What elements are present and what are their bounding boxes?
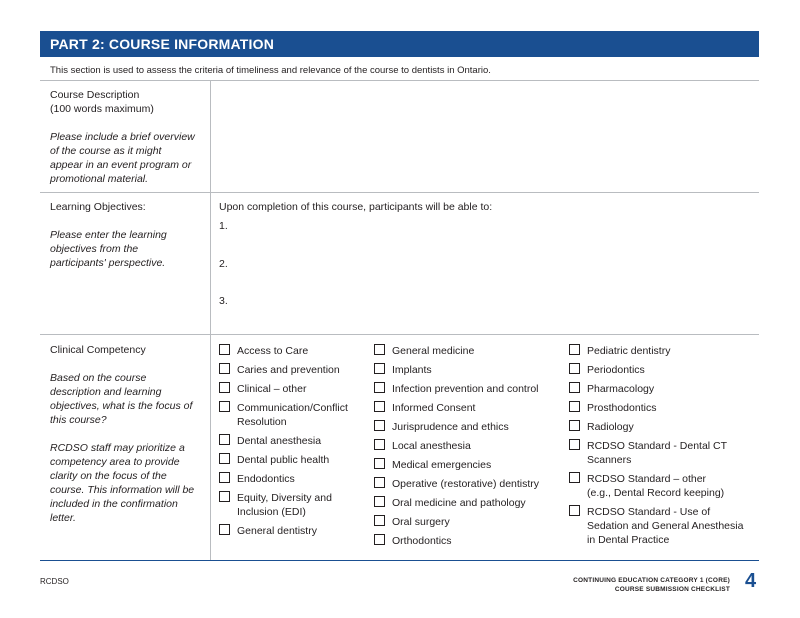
competency-option-label xyxy=(237,472,295,486)
page-number: 4 xyxy=(745,570,757,592)
clinical-competency-label-cell xyxy=(50,343,202,525)
competency-checkbox-column-2 xyxy=(374,344,564,553)
learning-objectives-label: Learning Objectives: xyxy=(50,201,146,213)
competency-option[interactable] xyxy=(374,439,564,453)
learning-objectives-lead: Upon completion of this course, participants will be able to: xyxy=(219,201,493,213)
clinical-competency-note: included in the confirmation xyxy=(50,498,178,510)
competency-option[interactable] xyxy=(219,434,369,448)
competency-option-label-line: Radiology xyxy=(587,421,634,433)
objective-field-1[interactable] xyxy=(232,216,752,236)
competency-option-label-line: General dentistry xyxy=(237,525,317,537)
competency-option-label-line: Dental public health xyxy=(237,454,330,466)
competency-option[interactable] xyxy=(219,453,369,467)
competency-option[interactable] xyxy=(219,363,369,377)
section-intro: This section is used to assess the criteria of timeliness and relevance of the course to dentists in Ontario. xyxy=(50,65,491,76)
learning-objectives-hint: objectives from the xyxy=(50,243,139,255)
competency-option-label-line: in Dental Practice xyxy=(587,534,670,546)
clinical-competency-hint: objectives, what is the focus of xyxy=(50,400,193,412)
competency-option[interactable] xyxy=(374,344,564,358)
course-description-hint: promotional material. xyxy=(50,173,149,185)
checkbox[interactable] xyxy=(569,344,580,355)
competency-option-label-line: Periodontics xyxy=(587,364,645,376)
competency-option-label-line: Sedation and General Anesthesia xyxy=(587,520,744,532)
competency-option-label xyxy=(587,382,654,396)
competency-option-label-line: Informed Consent xyxy=(392,402,476,414)
row-divider-2 xyxy=(40,334,759,335)
checkbox[interactable] xyxy=(374,382,385,393)
checkbox[interactable] xyxy=(569,420,580,431)
clinical-competency-note: clarity on the focus of the xyxy=(50,470,167,482)
checkbox[interactable] xyxy=(219,363,230,374)
clinical-competency-label: Clinical Competency xyxy=(50,344,146,356)
competency-option-label-line: Dental anesthesia xyxy=(237,435,322,447)
competency-option[interactable] xyxy=(219,344,369,358)
checkbox[interactable] xyxy=(219,524,230,535)
competency-option-label-line: Resolution xyxy=(237,416,287,428)
competency-option-label xyxy=(392,515,450,529)
clinical-competency-note: course. This information will be xyxy=(50,484,195,496)
competency-option-label xyxy=(392,363,432,377)
objective-number-3: 3. xyxy=(219,295,228,307)
row-divider-1 xyxy=(40,192,759,193)
objective-number-2: 2. xyxy=(219,258,228,270)
clinical-competency-hint: Based on the course xyxy=(50,372,147,384)
checkbox[interactable] xyxy=(374,515,385,526)
competency-option-label xyxy=(587,439,727,467)
clinical-competency-note: RCDSO staff may prioritize a xyxy=(50,442,185,454)
competency-option-label-line: Inclusion (EDI) xyxy=(237,506,306,518)
competency-option[interactable] xyxy=(374,420,564,434)
competency-option-label-line: Medical emergencies xyxy=(392,459,492,471)
course-description-hint: Please include a brief overview xyxy=(50,131,195,143)
competency-option-label-line: Orthodontics xyxy=(392,535,452,547)
course-description-label-cell xyxy=(50,88,202,186)
competency-option-label-line: Infection prevention and control xyxy=(392,383,539,395)
competency-option-label-line: Operative (restorative) dentistry xyxy=(392,478,540,490)
column-divider xyxy=(210,80,211,560)
section-title: PART 2: COURSE INFORMATION xyxy=(50,36,275,52)
competency-option-label xyxy=(392,439,471,453)
competency-option[interactable] xyxy=(569,420,759,434)
clinical-competency-note: competency area to provide xyxy=(50,456,180,468)
competency-option-label xyxy=(587,401,656,415)
competency-option[interactable] xyxy=(569,472,759,500)
checkbox[interactable] xyxy=(569,401,580,412)
competency-option-label xyxy=(237,401,348,429)
checkbox[interactable] xyxy=(219,434,230,445)
checkbox[interactable] xyxy=(374,477,385,488)
objective-field-2[interactable] xyxy=(232,254,752,274)
checkbox[interactable] xyxy=(219,344,230,355)
competency-option-label-line: Access to Care xyxy=(237,345,309,357)
competency-option-label-line: Jurisprudence and ethics xyxy=(392,421,509,433)
checkbox[interactable] xyxy=(569,363,580,374)
competency-option-label-line: Clinical – other xyxy=(237,383,307,395)
competency-option[interactable] xyxy=(374,534,564,548)
competency-option[interactable] xyxy=(219,524,369,538)
clinical-competency-hint: this course? xyxy=(50,414,107,426)
objective-number-1: 1. xyxy=(219,220,228,232)
competency-option-label xyxy=(237,363,340,377)
competency-option-label-line: Oral medicine and pathology xyxy=(392,497,526,509)
course-description-label: Course Description xyxy=(50,89,140,101)
competency-option-label-line: General medicine xyxy=(392,345,475,357)
checkbox[interactable] xyxy=(569,472,580,483)
competency-option-label xyxy=(392,496,526,510)
checkbox[interactable] xyxy=(569,439,580,450)
competency-option[interactable] xyxy=(569,344,759,358)
checkbox[interactable] xyxy=(374,420,385,431)
competency-option-label xyxy=(587,420,634,434)
competency-option-label-line: Pediatric dentistry xyxy=(587,345,671,357)
course-description-hint: of the course as it might xyxy=(50,145,162,157)
checkbox[interactable] xyxy=(569,505,580,516)
competency-option[interactable] xyxy=(219,472,369,486)
competency-option-label-line: (e.g., Dental Record keeping) xyxy=(587,487,725,499)
competency-option-label-line: Scanners xyxy=(587,454,632,466)
learning-objectives-hint: Please enter the learning xyxy=(50,229,167,241)
competency-checkbox-column-3 xyxy=(569,344,759,552)
competency-option[interactable] xyxy=(569,505,759,547)
competency-checkbox-column-1 xyxy=(219,344,369,543)
table-top-rule xyxy=(40,80,759,81)
competency-option-label-line: Implants xyxy=(392,364,432,376)
competency-option-label xyxy=(237,434,321,448)
competency-option-label-line: RCDSO Standard – other xyxy=(587,473,707,485)
competency-option-label xyxy=(392,534,452,548)
competency-option-label-line: Endodontics xyxy=(237,473,295,485)
competency-option-label xyxy=(392,458,491,472)
checkbox[interactable] xyxy=(374,344,385,355)
learning-objectives-hint: participants' perspective. xyxy=(50,257,166,269)
competency-option[interactable] xyxy=(374,515,564,529)
checkbox[interactable] xyxy=(374,496,385,507)
course-description-hint: appear in an event program or xyxy=(50,159,192,171)
checkbox[interactable] xyxy=(374,439,385,450)
competency-option-label xyxy=(392,477,539,491)
competency-option-label-line: RCDSO Standard - Use of xyxy=(587,506,711,518)
checkbox[interactable] xyxy=(219,472,230,483)
competency-option-label xyxy=(392,420,509,434)
competency-option[interactable] xyxy=(374,382,564,396)
course-description-field[interactable] xyxy=(212,82,757,190)
competency-option-label xyxy=(237,382,306,396)
competency-option[interactable] xyxy=(374,477,564,491)
competency-option[interactable] xyxy=(219,382,369,396)
competency-option-label-line: RCDSO Standard - Dental CT xyxy=(587,440,728,452)
footer-title-line-2: COURSE SUBMISSION CHECKLIST xyxy=(614,586,730,593)
clinical-competency-hint: description and learning xyxy=(50,386,162,398)
checkbox[interactable] xyxy=(219,382,230,393)
competency-option-label xyxy=(392,382,539,396)
competency-option[interactable] xyxy=(569,363,759,377)
competency-option[interactable] xyxy=(219,401,369,429)
checkbox[interactable] xyxy=(219,453,230,464)
competency-option[interactable] xyxy=(569,401,759,415)
competency-option[interactable] xyxy=(569,382,759,396)
competency-option[interactable] xyxy=(219,491,369,519)
learning-objectives-label-cell xyxy=(50,200,202,270)
competency-option-label xyxy=(237,344,308,358)
competency-option[interactable] xyxy=(374,458,564,472)
competency-option-label xyxy=(392,401,475,415)
checkbox[interactable] xyxy=(374,401,385,412)
footer-org: RCDSO xyxy=(40,577,69,586)
checkbox[interactable] xyxy=(219,401,230,412)
competency-option[interactable] xyxy=(374,496,564,510)
competency-option[interactable] xyxy=(374,401,564,415)
competency-option[interactable] xyxy=(569,439,759,467)
checkbox[interactable] xyxy=(569,382,580,393)
section-header xyxy=(40,31,759,57)
competency-option-label xyxy=(237,491,332,519)
checkbox[interactable] xyxy=(374,458,385,469)
competency-option-label-line: Local anesthesia xyxy=(392,440,471,452)
competency-option-label xyxy=(392,344,474,358)
competency-option-label-line: Caries and prevention xyxy=(237,364,340,376)
competency-option-label xyxy=(587,505,743,547)
competency-option-label-line: Pharmacology xyxy=(587,383,655,395)
competency-option-label-line: Equity, Diversity and xyxy=(237,492,332,504)
competency-option-label xyxy=(587,344,670,358)
checkbox[interactable] xyxy=(219,491,230,502)
clinical-competency-note: letter. xyxy=(50,512,76,524)
competency-option-label xyxy=(587,472,724,500)
table-bottom-rule xyxy=(40,560,759,561)
footer-title-line-1: CONTINUING EDUCATION CATEGORY 1 (CORE) xyxy=(573,577,730,584)
competency-option-label-line: Prosthodontics xyxy=(587,402,657,414)
competency-option-label-line: Communication/Conflict xyxy=(237,402,348,414)
course-description-sublabel: (100 words maximum) xyxy=(50,103,154,115)
competency-option-label xyxy=(237,524,317,538)
checkbox[interactable] xyxy=(374,534,385,545)
competency-option-label xyxy=(237,453,329,467)
checkbox[interactable] xyxy=(374,363,385,374)
competency-option-label-line: Oral surgery xyxy=(392,516,450,528)
competency-option-label xyxy=(587,363,645,377)
competency-option[interactable] xyxy=(374,363,564,377)
objective-field-3[interactable] xyxy=(232,291,752,311)
footer-document-title xyxy=(573,576,730,594)
